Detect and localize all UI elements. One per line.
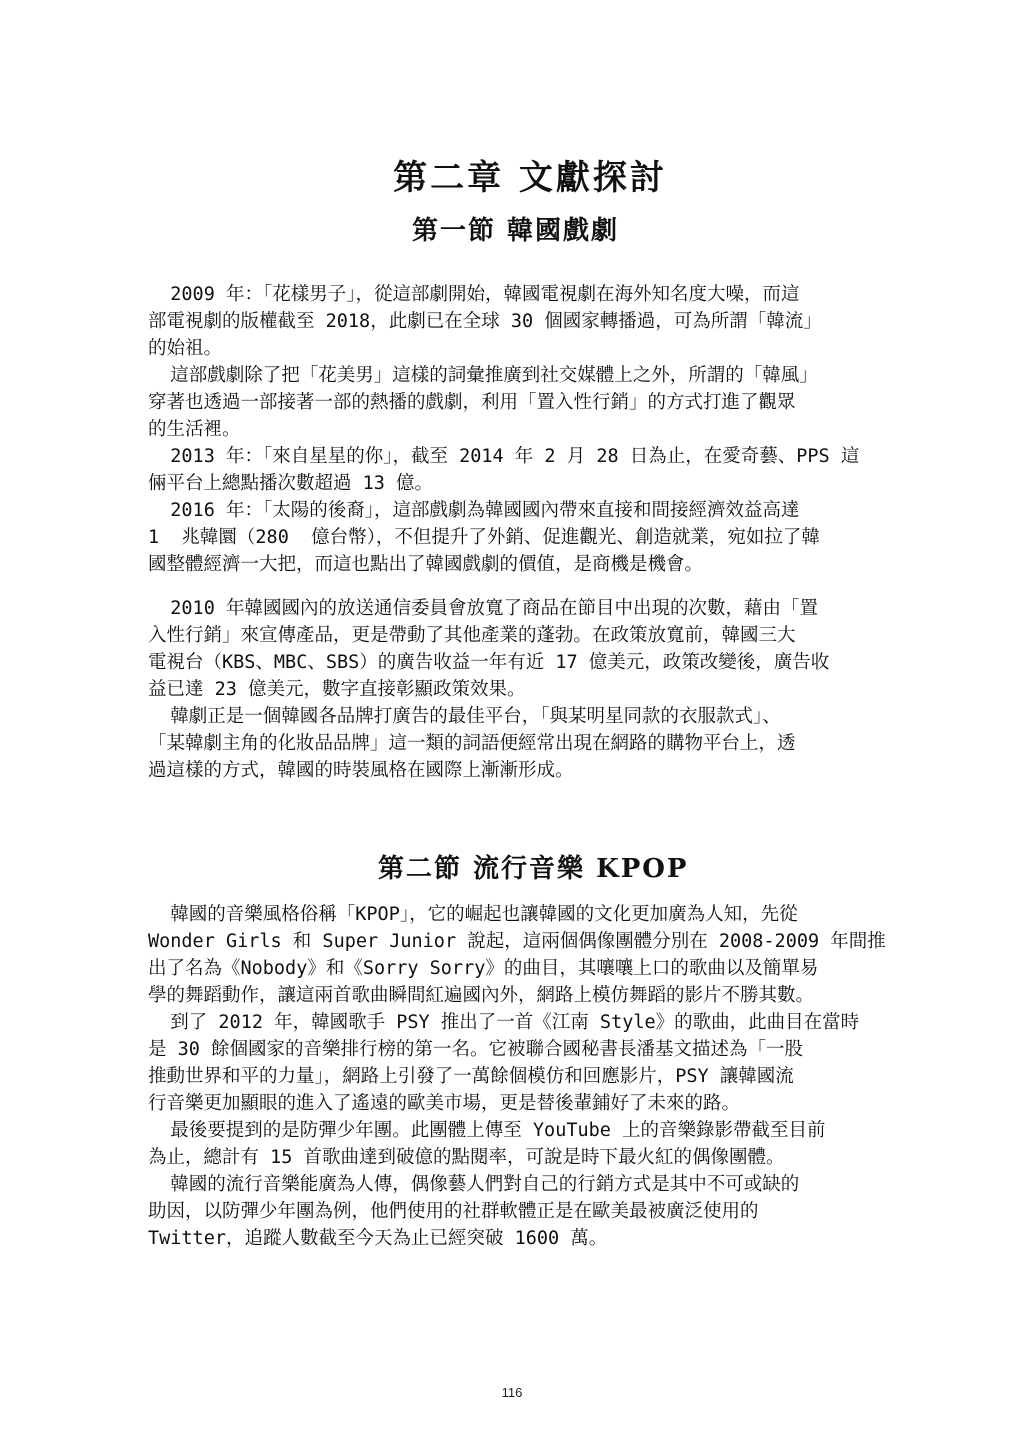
page-number: 116 — [501, 1385, 523, 1400]
paragraph — [148, 595, 888, 703]
text-line: 倆平台上總點播次數超過 13 億。 — [148, 473, 434, 494]
text-line: 入性行銷」來宣傳產品，更是帶動了其他產業的蓬勃。在政策放寬前，韓國三大 — [148, 625, 796, 646]
text-line: 電視台（KBS、MBC、SBS）的廣告收益一年有近 17 億美元，政策改變後，廣告收 — [148, 652, 830, 673]
text-line: 益已達 23 億美元，數字直接彰顯政策效果。 — [148, 679, 526, 700]
section1-body-a — [148, 281, 888, 578]
text-line: 是 30 餘個國家的音樂排行榜的第一名。它被聯合國秘書長潘基文描述為「一股 — [148, 1039, 804, 1060]
paragraph — [148, 497, 888, 578]
section-title-korean-drama: 第一節 韓國戲劇 — [412, 216, 620, 246]
text-line: 穿著也透過一部接著一部的熱播的戲劇，利用「置入性行銷」的方式打進了觀眾 — [148, 392, 796, 413]
text-line: 「某韓劇主角的化妝品品牌」這一類的詞語便經常出現在網路的購物平台上，透 — [148, 733, 796, 754]
section1-body-b — [148, 595, 888, 784]
text-line: 部電視劇的版權截至 2018，此劇已在全球 30 個國家轉播過，可為所謂「韓流」 — [148, 311, 822, 332]
text-line: 最後要提到的是防彈少年團。此團體上傳至 YouTube 上的音樂錄影帶截至目前 — [148, 1120, 826, 1141]
text-line: 韓國的流行音樂能廣為人傳，偶像藝人們對自己的行銷方式是其中不可或缺的 — [148, 1174, 800, 1195]
text-line: 的生活裡。 — [148, 419, 241, 440]
text-line: 到了 2012 年，韓國歌手 PSY 推出了一首《江南 Style》的歌曲，此曲目在當時 — [148, 1012, 860, 1033]
paragraph — [148, 281, 888, 362]
section-title-kpop: 第二節 流行音樂 KPOP — [378, 854, 689, 884]
text-line: 1 兆韓圜（280 億台幣），不但提升了外銷、促進觀光、創造就業，宛如拉了韓 — [148, 527, 820, 548]
paragraph — [148, 362, 888, 443]
text-line: 過這樣的方式，韓國的時裝風格在國際上漸漸形成。 — [148, 760, 574, 781]
text-line: 韓國的音樂風格俗稱「KPOP」，它的崛起也讓韓國的文化更加廣為人知，先從 — [148, 904, 798, 925]
text-line: 2010 年韓國國內的放送通信委員會放寬了商品在節目中出現的次數，藉由「置 — [148, 598, 818, 619]
text-line: Wonder Girls 和 Super Junior 說起，這兩個偶像團體分別在 2008-2009 年間推 — [148, 931, 886, 952]
paragraph — [148, 443, 888, 497]
text-line: 2016 年：「太陽的後裔」，這部戲劇為韓國國內帶來直接和間接經濟效益高達 — [148, 500, 800, 521]
paragraph — [148, 1171, 888, 1252]
text-line: 出了名為《Nobody》和《Sorry Sorry》的曲目，其嚷嚷上口的歌曲以及簡單易 — [148, 958, 819, 979]
text-line: 韓劇正是一個韓國各品牌打廣告的最佳平台，「與某明星同款的衣服款式」、 — [148, 706, 781, 727]
paragraph — [148, 703, 888, 784]
text-line: 的始祖。 — [148, 338, 223, 359]
text-line: 學的舞蹈動作，讓這兩首歌曲瞬間紅遍國內外，網路上模仿舞蹈的影片不勝其數。 — [148, 985, 815, 1006]
paragraph — [148, 1117, 888, 1171]
paragraph — [148, 1009, 888, 1117]
text-line: 行音樂更加顯眼的進入了遙遠的歐美市場，更是替後輩鋪好了未來的路。 — [148, 1093, 741, 1114]
section2-body — [148, 901, 888, 1252]
text-line: Twitter，追蹤人數截至今天為止已經突破 1600 萬。 — [148, 1228, 608, 1249]
chapter-title: 第二章 文獻探討 — [393, 158, 667, 198]
text-line: 國整體經濟一大把，而這也點出了韓國戲劇的價值，是商機是機會。 — [148, 554, 704, 575]
text-line: 為止，總計有 15 首歌曲達到破億的點閱率，可說是時下最火紅的偶像團體。 — [148, 1147, 785, 1168]
text-line: 這部戲劇除了把「花美男」這樣的詞彙推廣到社交媒體上之外，所謂的「韓風」 — [148, 365, 818, 386]
text-line: 2013 年：「來自星星的你」，截至 2014 年 2 月 28 日為止，在愛奇藝、PPS 這 — [148, 446, 860, 467]
text-line: 2009 年：「花樣男子」，從這部劇開始，韓國電視劇在海外知名度大噪，而這 — [148, 284, 800, 305]
text-line: 推動世界和平的力量」，網路上引發了一萬餘個模仿和回應影片，PSY 讓韓國流 — [148, 1066, 794, 1087]
text-line: 助因，以防彈少年團為例，他們使用的社群軟體正是在歐美最被廣泛使用的 — [148, 1201, 759, 1222]
paragraph — [148, 901, 888, 1009]
